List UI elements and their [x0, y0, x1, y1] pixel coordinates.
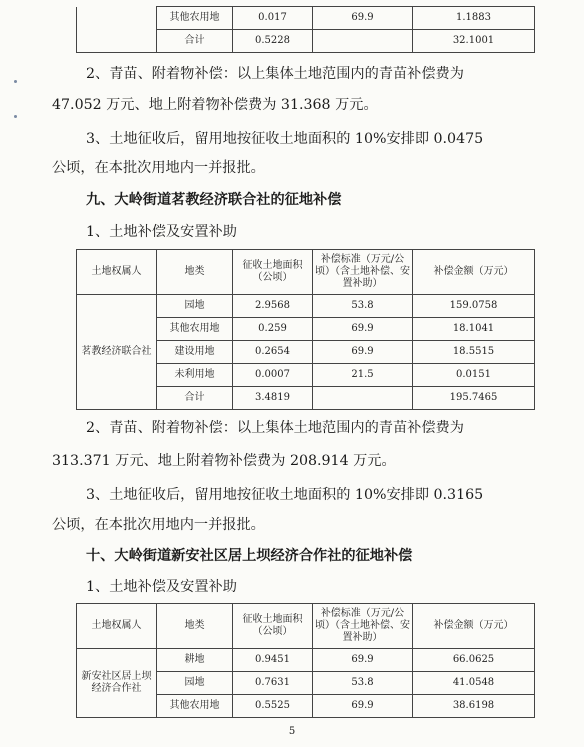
- owner-cell: 茗教经济联合社: [77, 295, 157, 410]
- table-header-row: [77, 250, 535, 295]
- cell-amount: 41.0548: [413, 672, 535, 695]
- cell-rate: 53.8: [313, 672, 413, 695]
- cell-amount: 18.5515: [413, 341, 535, 364]
- cell-rate: 69.9: [313, 318, 413, 341]
- header-amount: 补偿金额（万元）: [413, 604, 535, 649]
- cell-area: 0.5525: [233, 695, 313, 718]
- cell-amount: 18.1041: [413, 318, 535, 341]
- header-owner: 土地权属人: [77, 604, 157, 649]
- header-rate: 补偿标准（万元/公顷）（含土地补偿、安置补助）: [313, 250, 413, 295]
- cell-type: 园地: [157, 295, 233, 318]
- cell-area: 0.2654: [233, 341, 313, 364]
- cell-rate: [313, 30, 413, 53]
- cell-area: 0.7631: [233, 672, 313, 695]
- cell-rate: [313, 387, 413, 410]
- paragraph: 公顷，在本批次用地内一并报批。: [52, 517, 265, 533]
- cell-amount: 1.1883: [413, 7, 535, 30]
- table-row: [77, 7, 535, 30]
- subsection-title: 1、土地补偿及安置补助: [86, 224, 237, 240]
- cell-area: 2.9568: [233, 295, 313, 318]
- owner-cell: 新安社区居上坝经济合作社: [77, 649, 157, 718]
- cell-rate: 69.9: [313, 695, 413, 718]
- scan-mark: [14, 115, 17, 118]
- cell-area: 0.0007: [233, 364, 313, 387]
- paragraph: 2、青苗、附着物补偿：以上集体土地范围内的青苗补偿费为: [86, 66, 464, 82]
- cell-type: 其他农用地: [157, 318, 233, 341]
- cell-area: 0.5228: [233, 30, 313, 53]
- cell-amount: 38.6198: [413, 695, 535, 718]
- header-type: 地类: [157, 250, 233, 295]
- compensation-table-10: [76, 603, 535, 718]
- cell-amount: 32.1001: [413, 30, 535, 53]
- subsection-title: 1、土地补偿及安置补助: [86, 579, 237, 595]
- cell-rate: 53.8: [313, 295, 413, 318]
- scan-mark: [14, 80, 17, 83]
- compensation-table-9: [76, 249, 535, 410]
- paragraph: 3、土地征收后，留用地按征收土地面积的 10%安排即 0.0475: [86, 131, 484, 147]
- paragraph: 公顷，在本批次用地内一并报批。: [52, 160, 265, 176]
- cell-area: 0.259: [233, 318, 313, 341]
- cell-amount: 195.7465: [413, 387, 535, 410]
- cell-rate: 21.5: [313, 364, 413, 387]
- cell-rate: 69.9: [313, 7, 413, 30]
- cell-type: 其他农用地: [157, 695, 233, 718]
- cell-type: 耕地: [157, 649, 233, 672]
- paragraph: 3、土地征收后，留用地按征收土地面积的 10%安排即 0.3165: [86, 487, 484, 503]
- cell-area: 0.9451: [233, 649, 313, 672]
- header-type: 地类: [157, 604, 233, 649]
- cell-type: 其他农用地: [157, 7, 233, 30]
- header-amount: 补偿金额（万元）: [413, 250, 535, 295]
- cell-amount: 0.0151: [413, 364, 535, 387]
- owner-cell: [77, 7, 157, 53]
- cell-rate: 69.9: [313, 649, 413, 672]
- header-area: 征收土地面积（公顷）: [233, 604, 313, 649]
- header-rate: 补偿标准（万元/公顷）（含土地补偿、安置补助）: [313, 604, 413, 649]
- cell-amount: 159.0758: [413, 295, 535, 318]
- cell-type: 未利用地: [157, 364, 233, 387]
- cell-type: 合计: [157, 30, 233, 53]
- section-heading: 十、大岭街道新安社区居上坝经济合作社的征地补偿: [86, 548, 413, 564]
- table-header-row: [77, 604, 535, 649]
- table-row: [77, 295, 535, 318]
- paragraph: 313.371 万元、地上附着物补偿费为 208.914 万元。: [52, 453, 396, 469]
- table-row: [77, 649, 535, 672]
- cell-type: 园地: [157, 672, 233, 695]
- cell-amount: 66.0625: [413, 649, 535, 672]
- cell-type: 建设用地: [157, 341, 233, 364]
- page-number: 5: [288, 726, 296, 737]
- header-area: 征收土地面积（公顷）: [233, 250, 313, 295]
- cell-rate: 69.9: [313, 341, 413, 364]
- cell-area: 0.017: [233, 7, 313, 30]
- section-heading: 九、大岭街道茗教经济联合社的征地补偿: [86, 192, 342, 208]
- paragraph: 47.052 万元、地上附着物补偿费为 31.368 万元。: [52, 97, 378, 113]
- paragraph: 2、青苗、附着物补偿：以上集体土地范围内的青苗补偿费为: [86, 420, 464, 436]
- cell-area: 3.4819: [233, 387, 313, 410]
- table-top-partial: [76, 6, 535, 53]
- cell-type: 合计: [157, 387, 233, 410]
- header-owner: 土地权属人: [77, 250, 157, 295]
